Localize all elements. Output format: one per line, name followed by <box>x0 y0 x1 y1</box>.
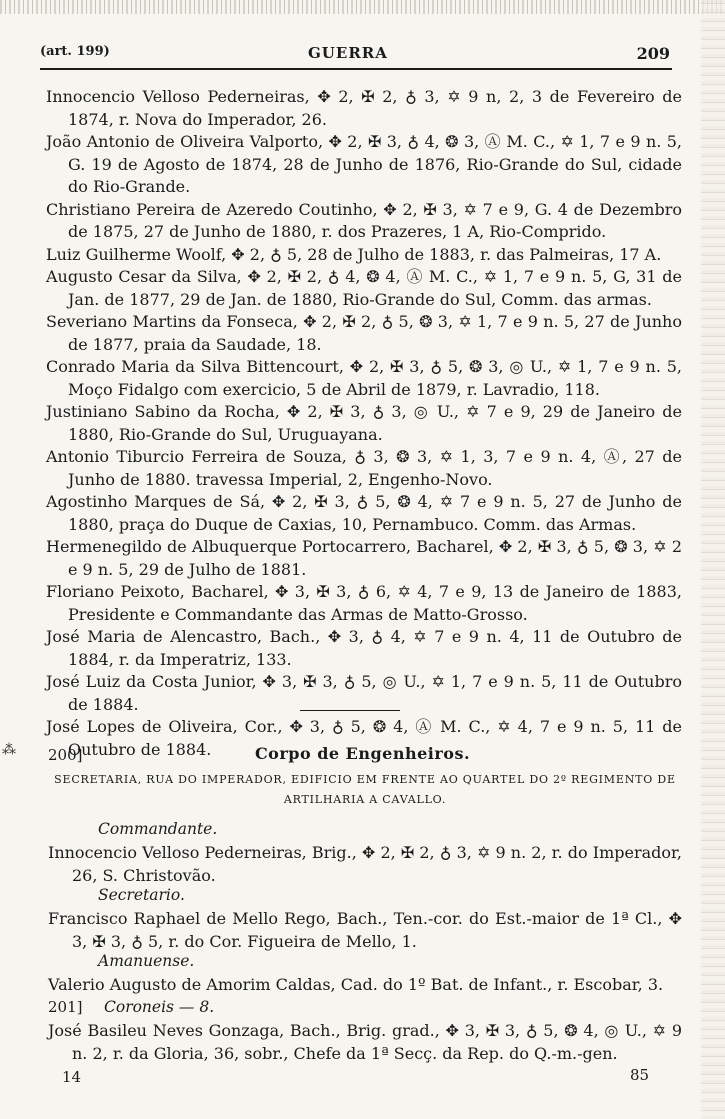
list-item: Christiano Pereira de Azeredo Coutinho, ✥ 2, ✠ 3, ✡ 7 e 9, G. 4 de Dezembro de 1875, 27 de Junho de 1880, r. dos Prazeres, 1 A, Rio-Comprido. <box>46 199 682 241</box>
signature-mark-right: 85 <box>630 1066 650 1084</box>
margin-ornament-icon: ⁂ <box>2 742 16 758</box>
list-item: Justiniano Sabino da Rocha, ✥ 2, ✠ 3, ♁ 3, ◎ U., ✡ 7 e 9, 29 de Janeiro de 1880, Rio-Grande do Sul, Uruguayana. <box>46 402 682 444</box>
list-item: Luiz Guilherme Woolf, ✥ 2, ♁ 5, 28 de Julho de 1883, r. das Palmeiras, 17 A. <box>46 244 662 264</box>
commandante-entry: Innocencio Velloso Pederneiras, Brig., ✥ 2, ✠ 2, ♁ 3, ✡ 9 n. 2, r. do Imperador, 26, S. Christovão. <box>48 843 682 885</box>
list-item: Floriano Peixoto, Bacharel, ✥ 3, ✠ 3, ♁ 6, ✡ 4, 7 e 9, 13 de Janeiro de 1883, Presidente e Commandante das Armas de Matto-Grosso. <box>46 582 682 624</box>
secretario-label: Secretario. <box>98 886 185 904</box>
amanuense-label: Amanuense. <box>98 952 195 970</box>
article-reference: (art. 199) <box>40 44 110 59</box>
list-item: Severiano Martins da Fonseca, ✥ 2, ✠ 2, ♁ 5, ❂ 3, ✡ 1, 7 e 9 n. 5, 27 de Junho de 1877, praia da Saudade, 18. <box>46 312 682 354</box>
list-item: Conrado Maria da Silva Bittencourt, ✥ 2, ✠ 3, ♁ 5, ❂ 3, ◎ U., ✡ 1, 7 e 9 n. 5, Moço Fidalgo com exercicio, 5 de Abril de 1879, r. Lavradio, 118. <box>46 357 682 399</box>
header-rule <box>40 68 672 70</box>
section-number: 200] <box>48 746 83 764</box>
list-item: José Lopes de Oliveira, Cor., ✥ 3, ♁ 5, ❂ 4, Ⓐ M. C., ✡ 4, 7 e 9 n. 5, 11 de Outubro de 1884. <box>46 717 682 759</box>
list-item: Augusto Cesar da Silva, ✥ 2, ✠ 2, ♁ 4, ❂ 4, Ⓐ M. C., ✡ 1, 7 e 9 n. 5, G, 31 de Jan. de 1877, 29 de Jan. de 1880, Rio-Grande do Sul, Comm. das armas. <box>46 267 682 309</box>
section-title: Corpo de Engenheiros. <box>254 744 471 763</box>
secretario-entry: Francisco Raphael de Mello Rego, Bach., Ten.-cor. do Est.-maior de 1ª Cl., ✥ 3, ✠ 3, ♁ 5, r. do Cor. Figueira de Mello, 1. <box>48 909 682 951</box>
coroneis-number: 201] <box>48 998 83 1016</box>
commandante-label: Commandante. <box>98 820 218 838</box>
running-title: GUERRA <box>308 44 388 62</box>
list-item: Agostinho Marques de Sá, ✥ 2, ✠ 3, ♁ 5, ❂ 4, ✡ 7 e 9 n. 5, 27 de Junho de 1880, praça do Duque de Caxias, 10, Pernambuco. Comm. das Armas. <box>46 492 682 534</box>
list-item: José Luiz da Costa Junior, ✥ 3, ✠ 3, ♁ 5, ◎ U., ✡ 1, 7 e 9 n. 5, 11 de Outubro de 1884. <box>46 672 682 714</box>
signature-mark-left: 14 <box>62 1068 82 1086</box>
list-item: João Antonio de Oliveira Valporto, ✥ 2, ✠ 3, ♁ 4, ❂ 3, Ⓐ M. C., ✡ 1, 7 e 9 n. 5, G. 19 de Agosto de 1874, 28 de Junho de 1876, Rio-Grande do Sul, cidade do Rio-Grande. <box>46 132 682 196</box>
list-item: José Maria de Alencastro, Bach., ✥ 3, ♁ 4, ✡ 7 e 9 n. 4, 11 de Outubro de 1884, r. da Imperatriz, 133. <box>46 627 682 669</box>
section-address: SECRETARIA, RUA DO IMPERADOR, EDIFICIO EM FRENTE AO QUARTEL DO 2º REGIMENTO DE ARTILHARIA A CAVALLO. <box>54 773 676 806</box>
list-item: Hermenegildo de Albuquerque Portocarrero, Bacharel, ✥ 2, ✠ 3, ♁ 5, ❂ 3, ✡ 2 e 9 n. 5, 29 de Julho de 1881. <box>46 537 682 579</box>
list-item: Antonio Tiburcio Ferreira de Souza, ♁ 3, ❂ 3, ✡ 1, 3, 7 e 9 n. 4, Ⓐ, 27 de Junho de 1880. travessa Imperial, 2, Engenho-Novo. <box>46 447 682 489</box>
page-header <box>40 44 670 68</box>
section-divider <box>300 710 400 711</box>
coroneis-entry: José Basileu Neves Gonzaga, Bach., Brig. grad., ✥ 3, ✠ 3, ♁ 5, ❂ 4, ◎ U., ✡ 9 n. 2, r. da Gloria, 36, sobr., Chefe da 1ª Secç. da Rep. do Q.-m.-gen. <box>48 1021 682 1063</box>
page-number: 209 <box>636 44 670 63</box>
list-item: Innocencio Velloso Pederneiras, ✥ 2, ✠ 2, ♁ 3, ✡ 9 n, 2, 3 de Fevereiro de 1874, r. Nova do Imperador, 26. <box>46 87 682 129</box>
officer-list <box>46 86 682 761</box>
amanuense-entry: Valerio Augusto de Amorim Caldas, Cad. do 1º Bat. de Infant., r. Escobar, 3. <box>48 975 664 994</box>
coroneis-label: Coroneis — 8. <box>104 998 215 1016</box>
